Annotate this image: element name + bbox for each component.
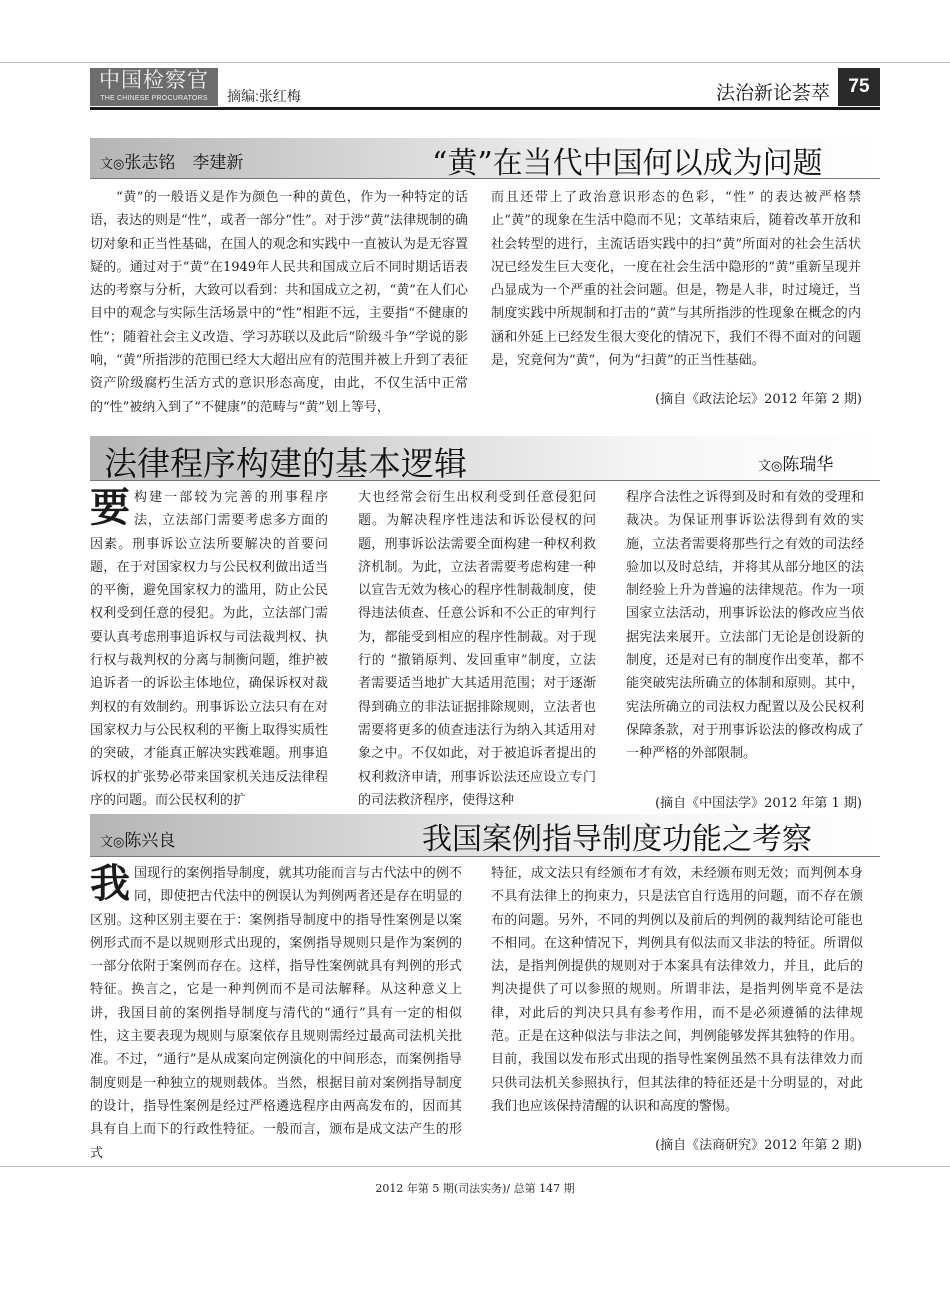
article-1-paragraph-1: “黄”的一般语义是作为颜色一种的黄色，作为一种特定的话语，表达的则是“性”，或者一部分“性”。对于涉“黄”法律规制的确切对象和正当性基础，在国人的观念和实践中一直被认为是无容置疑的。通过对于“黄”在1949年人民共和国成立后不同时期话语表达的考察与分析，大致可以看到：共和国成立之初，“黄”在人们心目中的观念与实际生活场景中的“性”相距不远，主要指“不健康的性”；随着社会主义改造、学习苏联以及此后“阶级斗争”学说的影响，“黄”所指涉的范围已经大大超出应有的范围并被上升到了表征资产阶级腐朽生活方式的意识形态高度，由此，不仅生活中正常的“性”被纳入到了“不健康”的范畴与“黄”划上等号，: [90, 190, 468, 415]
article-3-author: [100, 826, 175, 851]
article-3-column-2: [491, 862, 863, 1118]
issue-info: 2012 年第 5 期(司法实务)/ 总第 147 期: [375, 1182, 575, 1195]
article-3-column-1: [90, 862, 462, 1165]
page-number: 75: [848, 76, 870, 97]
article-1-column-2: [491, 186, 861, 372]
author-name: 陈瑞华: [782, 455, 834, 475]
author-prefix: 文◎: [758, 459, 783, 474]
article-1-paragraph-2: 而且还带上了政治意识形态的色彩，“性” 的表达被严格禁止“黄”的现象在生活中隐而不见；文革结束后，随着改革开放和社会转型的进行，主流话语实践中的扫“黄”所面对的社会生活状况已经发生巨大变化，一度在社会生活中隐形的“黄”重新呈现并凸显成为一个严重的社会问题。但是，物是人非，时过境迁，当制度实践中所规制和打击的“黄”与其所指涉的性现象在概念的内涵和外延上已经发生很大变化的情况下，我们不得不面对的问题是，究竟何为“黄”，何为“扫黄”的正当性基础。: [491, 190, 861, 369]
article-3-paragraph-1: 国现行的案例指导制度，就其功能而言与古代法中的例不同，即使把古代法中的例误认为判例两者还是存在明显的区别。这种区别主要在于：案例指导制度中的指导性案例是以案例形式而不是以规则形式出现的，案例指导规则只是作为案例的一部分依附于案例而存在。这样，指导性案例就具有判例的形式特征。换言之，它是一种判例而不是司法解释。从这种意义上讲，我国目前的案例指导制度与清代的“通行”具有一定的相似性，这主要表现为规则与原案依存且规则需经过最高司法机关批准。不过，“通行”是从成案向定例演化的中间形态，而案例指导制度则是一种独立的规则载体。当然，根据目前对案例指导制度的设计，指导性案例是经过严格遴选程序由两高发布的，因而其具有自上而下的行政性特征。一般而言，颁布是成文法产生的形式: [90, 866, 462, 1161]
author-prefix: 文◎: [100, 835, 125, 850]
article-2-title: 法律程序构建的基本逻辑: [104, 444, 467, 483]
section-title: 法治新论荟萃: [716, 83, 831, 104]
article-3-paragraph-2: 特征，成文法只有经颁布才有效，未经颁布则无效；而判例本身不具有法律上的拘束力，只是法官自行选用的问题，而不存在颁布的问题。另外，不同的判例以及前后的判例的裁判结论可能也不相同。在这种情况下，判例具有似法而又非法的特征。所谓似法，是指判例提供的规则对于本案具有法律效力，并且，此后的判决提供了可以参照的规则。所谓非法，是指判例毕竟不是法律，对此后的判决只具有参考作用，而不是必须遵循的法律规范。正是在这种似法与非法之间，判例能够发挥其独特的作用。目前，我国以发布形式出现的指导性案例虽然不具有法律效力而只供司法机关参照执行，但其法律的特征还是十分明显的，对此我们也应该保持清醒的认识和高度的警惕。: [491, 866, 863, 1114]
footer-divider: [0, 1166, 950, 1167]
article-2-column-2: [358, 486, 596, 812]
article-1-source: (摘自《政法论坛》2012 年第 2 期): [655, 392, 862, 407]
article-2-source: (摘自《中国法学》2012 年第 1 期): [655, 796, 862, 811]
article-2-paragraph-3: 程序合法性之诉得到及时和有效的受理和裁决。为保证刑事诉讼法得到有效的实施，立法者需要将那些行之有效的司法经验加以及时总结，并将其从部分地区的法制经验上升为普遍的法律规范。作为一项国家立法活动，刑事诉讼法的修改应当依据宪法来展开。立法部门无论是创设新的制度，还是对已有的制度作出变革，都不能突破宪法所确立的体制和原则。其中，宪法所确立的司法权力配置以及公民权利保障条款，对于刑事诉讼法的修改构成了一种严格的外部限制。: [626, 490, 864, 762]
editor-credit: 摘编:张红梅: [227, 88, 301, 104]
article-3-source: (摘自《法商研究》2012 年第 2 期): [655, 1138, 862, 1153]
article-2-column-3: [626, 486, 864, 766]
author-name: 张志铭 李建新: [124, 153, 244, 173]
magazine-logo-subtitle: THE CHINESE PROCURATORS: [100, 95, 208, 102]
author-prefix: 文◎: [100, 157, 125, 172]
article-2-author: [758, 450, 833, 475]
article-2-paragraph-2: 大也经常会衍生出权利受到任意侵犯问题。为解决程序性违法和诉讼侵权的问题，刑事诉讼法需要全面构建一种权利救济机制。为此，立法者需要考虑构建一种以宣告无效为核心的程序性制裁制度，使得违法侦查、任意公诉和不公正的审判行为，都能受到相应的程序性制裁。对于现行的 “撤销原判、发回重审”制度，立法者需要适当地扩大其适用范围；对于逐渐得到确立的非法证据排除规则，立法者也需要将更多的侦查违法行为纳入其适用对象之中。不仅如此，对于被追诉者提出的权利救济申请，刑事诉讼法还应设立专门的司法救济程序，使得这种: [358, 490, 596, 808]
article-1-column-1: [90, 186, 468, 419]
magazine-logo: 中国检察官: [99, 68, 209, 92]
author-name: 陈兴良: [124, 831, 176, 851]
top-divider: [0, 62, 950, 63]
article-1-title: “黄”在当代中国何以成为问题: [432, 146, 823, 181]
article-2-dropcap: 要: [90, 484, 130, 531]
article-3-title: 我国案例指导制度功能之考察: [422, 822, 812, 857]
article-2-column-1: [90, 486, 328, 812]
article-2-paragraph-1: 构建一部较为完善的刑事程序法，立法部门需要考虑多方面的因素。刑事诉讼立法所要解决的首要问题，在于对国家权力与公民权利做出适当的平衡，避免国家权力的滥用，防止公民权利受到任意的侵犯。为此，立法部门需要认真考虑刑事追诉权与司法裁判权、执行权与裁判权的分离与制衡问题，维护被追诉者一的诉讼主体地位，确保诉权对裁判权的有效制约。刑事诉讼立法只有在对国家权力与公民权利的平衡上取得实质性的突破，才能真正解决实践难题。刑事追诉权的扩张势必带来国家机关违反法律程序的问题。而公民权利的扩: [90, 490, 328, 808]
article-1-author: [100, 148, 243, 173]
article-3-dropcap: 我: [90, 860, 130, 907]
header-rule: [90, 107, 880, 110]
